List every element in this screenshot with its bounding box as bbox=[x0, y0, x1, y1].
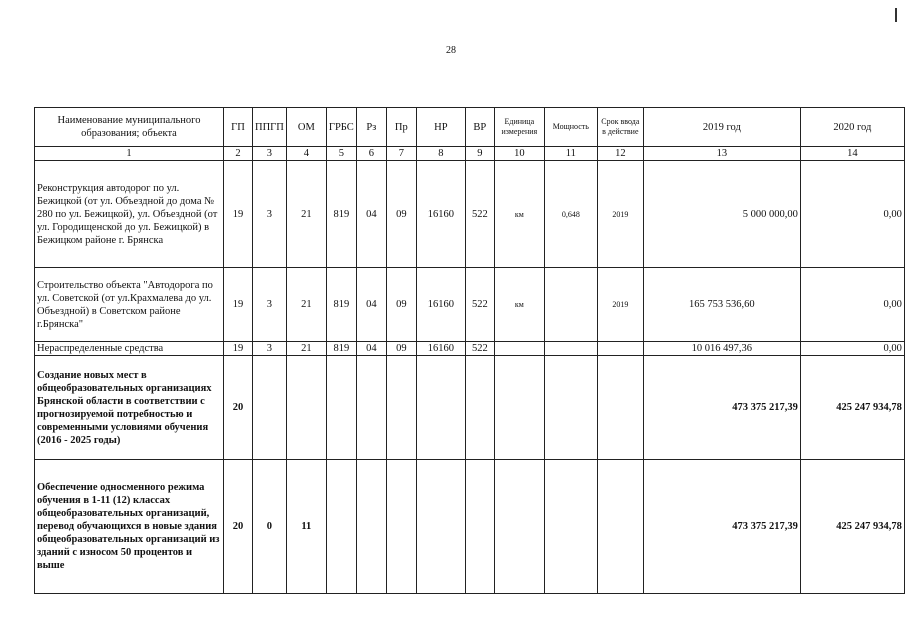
col-number: 2 bbox=[224, 147, 253, 161]
cell-rz: 04 bbox=[356, 268, 386, 342]
col-number: 13 bbox=[643, 147, 800, 161]
row-name: Нераспределенные средства bbox=[35, 342, 224, 356]
header-vr: ВР bbox=[465, 108, 494, 147]
cell-om: 11 bbox=[286, 460, 326, 594]
cell-2020: 425 247 934,78 bbox=[800, 356, 904, 460]
table-row bbox=[35, 161, 905, 268]
cell-power bbox=[544, 356, 597, 460]
column-number-row bbox=[35, 147, 905, 161]
col-number: 8 bbox=[416, 147, 465, 161]
header-rz: Рз bbox=[356, 108, 386, 147]
cell-grbs: 819 bbox=[326, 268, 356, 342]
table-row bbox=[35, 356, 905, 460]
cell-vr: 522 bbox=[465, 342, 494, 356]
col-number: 12 bbox=[597, 147, 643, 161]
cell-grbs bbox=[326, 460, 356, 594]
table-row bbox=[35, 342, 905, 356]
cell-vr: 522 bbox=[465, 268, 494, 342]
cell-unit: км bbox=[494, 161, 544, 268]
cell-om: 21 bbox=[286, 342, 326, 356]
cell-term: 2019 bbox=[597, 268, 643, 342]
cell-unit bbox=[494, 460, 544, 594]
cell-pr: 09 bbox=[386, 161, 416, 268]
cell-2019: 165 753 536,60 bbox=[643, 268, 800, 342]
row-name: Создание новых мест в общеобразовательных организациях Брянской области в соответствии с прогнозируемой потребностью и современными условиями обучения (2016 - 2025 годы) bbox=[35, 356, 224, 460]
cell-2020: 0,00 bbox=[800, 268, 904, 342]
cell-term bbox=[597, 356, 643, 460]
col-number: 6 bbox=[356, 147, 386, 161]
row-name: Строительство объекта "Автодорога по ул. Советской (от ул.Крахмалева до ул. Объездной) в Советском районе г.Брянска" bbox=[35, 268, 224, 342]
cell-unit bbox=[494, 356, 544, 460]
cell-unit bbox=[494, 342, 544, 356]
col-number: 1 bbox=[35, 147, 224, 161]
cell-om: 21 bbox=[286, 161, 326, 268]
cell-power bbox=[544, 268, 597, 342]
cell-pr bbox=[386, 460, 416, 594]
header-unit: Единица измерения bbox=[494, 108, 544, 147]
cell-pr bbox=[386, 356, 416, 460]
cell-pr: 09 bbox=[386, 268, 416, 342]
cell-om: 21 bbox=[286, 268, 326, 342]
col-number: 11 bbox=[544, 147, 597, 161]
cell-nr bbox=[416, 460, 465, 594]
header-ppgp: ППГП bbox=[253, 108, 287, 147]
cell-2019: 473 375 217,39 bbox=[643, 460, 800, 594]
cell-2019: 473 375 217,39 bbox=[643, 356, 800, 460]
col-number: 5 bbox=[326, 147, 356, 161]
col-number: 9 bbox=[465, 147, 494, 161]
page-number: 28 bbox=[446, 45, 456, 56]
header-term: Срок ввода в действие bbox=[597, 108, 643, 147]
header-name: Наименование муниципального образования; объекта bbox=[35, 108, 224, 147]
row-name: Реконструкция автодорог по ул. Бежицкой (от ул. Объездной до дома № 280 по ул. Бежицкой), ул. Объездной (от ул. Городищенской до ул. Бежицкой) в Бежицком районе г. Брянска bbox=[35, 161, 224, 268]
cell-2020: 425 247 934,78 bbox=[800, 460, 904, 594]
header-power: Мощность bbox=[544, 108, 597, 147]
table-row bbox=[35, 460, 905, 594]
cell-unit: км bbox=[494, 268, 544, 342]
cell-rz: 04 bbox=[356, 342, 386, 356]
col-number: 10 bbox=[494, 147, 544, 161]
header-gp: ГП bbox=[224, 108, 253, 147]
cell-grbs bbox=[326, 356, 356, 460]
cell-nr: 16160 bbox=[416, 342, 465, 356]
cell-vr: 522 bbox=[465, 161, 494, 268]
cell-power bbox=[544, 460, 597, 594]
cell-om bbox=[286, 356, 326, 460]
cell-rz bbox=[356, 356, 386, 460]
cell-2020: 0,00 bbox=[800, 342, 904, 356]
header-om: ОМ bbox=[286, 108, 326, 147]
header-pr: Пр bbox=[386, 108, 416, 147]
cell-nr: 16160 bbox=[416, 161, 465, 268]
cell-power: 0,648 bbox=[544, 161, 597, 268]
header-nr: НР bbox=[416, 108, 465, 147]
header-2020: 2020 год bbox=[800, 108, 904, 147]
cell-term: 2019 bbox=[597, 161, 643, 268]
cell-power bbox=[544, 342, 597, 356]
cell-rz bbox=[356, 460, 386, 594]
cell-ppgp: 3 bbox=[253, 342, 287, 356]
cell-vr bbox=[465, 460, 494, 594]
cell-gp: 19 bbox=[224, 161, 253, 268]
cell-grbs: 819 bbox=[326, 161, 356, 268]
cell-gp: 20 bbox=[224, 460, 253, 594]
budget-table bbox=[34, 107, 905, 594]
cell-nr: 16160 bbox=[416, 268, 465, 342]
col-number: 3 bbox=[253, 147, 287, 161]
cell-2019: 5 000 000,00 bbox=[643, 161, 800, 268]
cell-term bbox=[597, 342, 643, 356]
col-number: 7 bbox=[386, 147, 416, 161]
row-name: Обеспечение односменного режима обучения в 1-11 (12) классах общеобразовательных организаций, перевод обучающихся в новые здания общеобразовательных организаций из зданий с износом 50 процентов и выше bbox=[35, 460, 224, 594]
cell-gp: 20 bbox=[224, 356, 253, 460]
cell-ppgp: 0 bbox=[253, 460, 287, 594]
table-row bbox=[35, 268, 905, 342]
cell-2019: 10 016 497,36 bbox=[643, 342, 800, 356]
header-2019: 2019 год bbox=[643, 108, 800, 147]
table-header-row bbox=[35, 108, 905, 147]
cell-2020: 0,00 bbox=[800, 161, 904, 268]
col-number: 4 bbox=[286, 147, 326, 161]
cell-ppgp: 3 bbox=[253, 161, 287, 268]
header-grbs: ГРБС bbox=[326, 108, 356, 147]
cell-ppgp: 3 bbox=[253, 268, 287, 342]
cell-pr: 09 bbox=[386, 342, 416, 356]
cell-rz: 04 bbox=[356, 161, 386, 268]
cell-gp: 19 bbox=[224, 342, 253, 356]
cell-grbs: 819 bbox=[326, 342, 356, 356]
cell-gp: 19 bbox=[224, 268, 253, 342]
cell-term bbox=[597, 460, 643, 594]
cell-ppgp bbox=[253, 356, 287, 460]
scan-edge-mark bbox=[895, 8, 897, 22]
col-number: 14 bbox=[800, 147, 904, 161]
cell-nr bbox=[416, 356, 465, 460]
cell-vr bbox=[465, 356, 494, 460]
